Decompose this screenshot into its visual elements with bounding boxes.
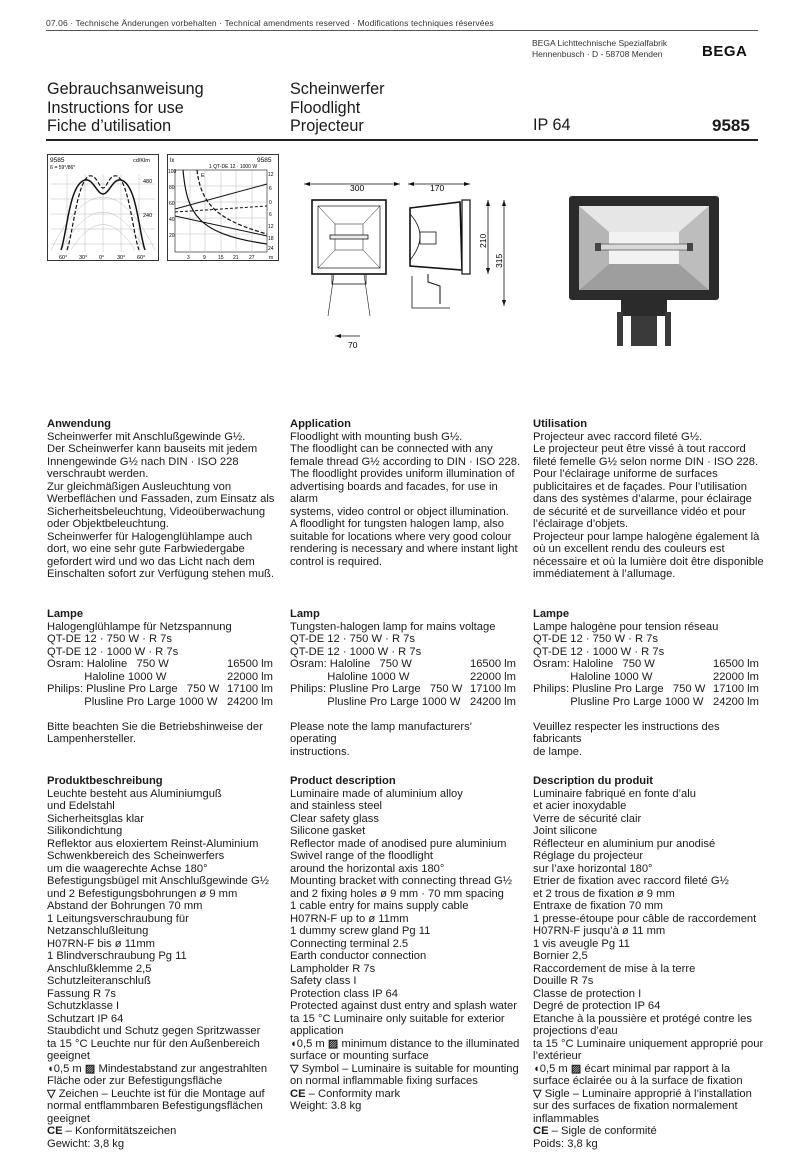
weight-de: Gewicht: 3,8 kg xyxy=(47,1137,125,1150)
polar-tick-240: 240 xyxy=(143,213,153,219)
ce-text-de: – Konformitätszeichen xyxy=(65,1125,177,1137)
lamp-lumen: 17100 lm xyxy=(226,683,273,695)
isolux-r-6b: 6 xyxy=(269,212,272,218)
lamp-row xyxy=(47,683,273,696)
isolux-r-12b: 12 xyxy=(268,224,274,230)
lamp-en xyxy=(290,608,516,758)
polar-tick-480: 480 xyxy=(143,179,153,185)
doc-title xyxy=(47,80,204,136)
distance-icon: ◖ xyxy=(533,1062,540,1075)
lamp-row xyxy=(290,683,516,696)
product-fr: Projecteur xyxy=(290,117,364,135)
symbol-text-en: Symbol – Luminaire is suitable for mounting on normal inflammable fixing surfaces xyxy=(290,1062,519,1087)
isolux-r-24: 24 xyxy=(268,246,274,252)
lamp-lumen: 17100 lm xyxy=(712,683,759,695)
lamp-name: Haloline 1000 W xyxy=(290,670,410,683)
lamp-lumen: 17100 lm xyxy=(469,683,516,695)
distance-icon: ◖ xyxy=(47,1062,54,1075)
isolux-r-0: 0 xyxy=(269,200,272,206)
isolux-diagram xyxy=(167,154,279,261)
ce-mark-icon: CE xyxy=(533,1125,549,1137)
lamp-row xyxy=(47,696,273,709)
isolux-y-40: 40 xyxy=(169,217,175,223)
company-address xyxy=(532,38,667,60)
polar-angle-r30: 30° xyxy=(117,255,126,261)
dim-300: 300 xyxy=(350,183,365,193)
application-text-fr: Projecteur avec raccord fileté G½. Le projecteur peut être vissé à tout raccord fileté femelle G½ selon norme DIN · ISO 228. Pour l’éclairage uniforme de surfaces publicitaires et de façades. Pour l’utilisation dans des systèmes d’alarme, pour éclairage de sécurité et de surveillance vidéo et pour l’éclairage d’objets. Projecteur pour lampe halogène également là où un excellent rendu des couleurs est nécessaire et où la lumière doit être disponible immédiatement à l’allumage. xyxy=(533,430,764,580)
lamp-lumen: 16500 lm xyxy=(469,658,516,670)
lamp-row xyxy=(533,683,759,696)
lamp-lumen: 22000 lm xyxy=(469,670,516,683)
title-de: Gebrauchsanweisung xyxy=(47,80,204,98)
symbol-text-fr: Sigle – Luminaire approprié à l’installation sur des surfaces de fixation normalement inflammables xyxy=(533,1087,752,1125)
isolux-e: E xyxy=(201,173,205,179)
article-number: 9585 xyxy=(712,116,750,135)
isolux-x-21: 21 xyxy=(233,255,239,261)
lamp-note-en: Please note the lamp manufacturers' operating instructions. xyxy=(290,720,472,758)
weight-en: Weight: 3.8 kg xyxy=(290,1100,362,1112)
polar-diagram xyxy=(47,154,159,261)
bega-logo: BEGA xyxy=(702,43,748,60)
hatch-icon: ▨ xyxy=(327,1037,339,1050)
f-symbol-icon: ▽ xyxy=(47,1087,56,1100)
lamp-row xyxy=(533,671,759,684)
lamp-name: Plusline Pro Large 1000 W xyxy=(290,695,461,708)
application-text-de: Scheinwerfer mit Anschlußgewinde G½. Der Scheinwerfer kann bauseits mit jedem Innengewinde G½ nach DIN · ISO 228 verschraubt werden. Zur gleichmäßigen Ausleuchtung von Werbeflächen und Fassaden, zum Einsatz als Sicherheitsbeleuchtung, Videoüberwachung oder Objektbeleuchtung. Scheinwerfer für Halogenglühlampe auch dort, wo eine sehr gute Farbwiedergabe gefordert wird und wo das Licht nach dem Einschalten sofort zur Verfügung stehen muß. xyxy=(47,430,275,580)
isolux-y-60: 60 xyxy=(169,201,175,207)
lamp-name: Philips: Plusline Pro Large 750 W xyxy=(533,683,706,695)
dimension-drawing xyxy=(290,176,512,356)
product-en xyxy=(290,775,522,1113)
polar-angle-r60: 60° xyxy=(137,255,146,261)
lamp-row xyxy=(47,658,273,671)
f-symbol-icon: ▽ xyxy=(290,1062,299,1075)
lamp-lumen: 24200 lm xyxy=(226,695,273,708)
distance-text-de: Mindestabstand zur angestrahlten Fläche oder zur Befestigungsfläche xyxy=(47,1062,268,1087)
distance-value-de: 0,5 m xyxy=(53,1062,82,1075)
lamp-intro-en: Tungsten-halogen lamp for mains voltage QT-DE 12 · 750 W · R 7s QT-DE 12 · 1000 W · R 7s xyxy=(290,620,496,658)
product-text-en: Luminaire made of aluminium alloy and stainless steel Clear safety glass Silicone gasket Reflector made of anodised pure aluminium Swivel range of the floodlight around the horizontal axis 180° Mounting bracket with connecting thread G½ and 2 fixing holes ø 9 mm · 70 mm spacing 1 cable entry for mains supply cable H07RN-F up to ø 11mm 1 dummy screw gland Pg 11 Connecting terminal 2.5 Earth conductor connection Lampholder R 7s Safety class I Protection class IP 64 Protected against dust entry and splash water ta 15 °C Luminaire only suitable for exterior application xyxy=(290,787,517,1037)
product-fr xyxy=(533,775,765,1150)
lamp-lumen: 16500 lm xyxy=(712,658,759,670)
lamp-row xyxy=(533,696,759,709)
isolux-lx: lx xyxy=(170,158,175,164)
lamp-lumen: 22000 lm xyxy=(712,670,759,683)
isolux-x-3: 3 xyxy=(187,255,190,261)
isolux-y-80: 80 xyxy=(169,185,175,191)
distance-value-en: 0,5 m xyxy=(296,1037,325,1050)
product-name xyxy=(290,80,384,136)
isolux-y-20: 20 xyxy=(169,233,175,239)
product-heading-de: Produktbeschreibung xyxy=(47,775,163,787)
lamp-lumen: 24200 lm xyxy=(469,695,516,708)
company-name: BEGA Lichttechnische Spezialfabrik xyxy=(532,38,668,48)
application-heading-en: Application xyxy=(290,418,351,430)
dim-170: 170 xyxy=(430,183,445,193)
ce-mark-icon: CE xyxy=(290,1087,306,1100)
polar-id: 9585 xyxy=(50,157,65,164)
polar-angle-l30: 30° xyxy=(79,255,88,261)
product-de xyxy=(47,775,279,1150)
isolux-x-27: 27 xyxy=(249,255,255,261)
lamp-row xyxy=(290,696,516,709)
amendment-note: 07.06 · Technische Änderungen vorbehalten · Technical amendments reserved · Modifications techniques réservées xyxy=(46,18,494,28)
polar-angle-0: 0° xyxy=(99,255,105,261)
distance-icon: ◖ xyxy=(290,1037,297,1050)
lamp-name: Plusline Pro Large 1000 W xyxy=(533,695,704,708)
lamp-note-fr: Veuillez respecter les instructions des fabricants de lampe. xyxy=(533,720,720,758)
dim-210: 210 xyxy=(478,233,488,248)
isolux-r-6a: 6 xyxy=(269,186,272,192)
lamp-name: Philips: Plusline Pro Large 750 W xyxy=(290,683,463,695)
isolux-y-100: 100 xyxy=(168,169,177,175)
f-symbol-icon: ▽ xyxy=(533,1087,542,1100)
lamp-heading-en: Lamp xyxy=(290,608,320,620)
ce-text-fr: – Sigle de conformité xyxy=(551,1125,657,1137)
isolux-x-unit: m xyxy=(269,255,274,261)
polar-angle-l60: 60° xyxy=(59,255,68,261)
product-en: Floodlight xyxy=(290,98,361,117)
isolux-r-12a: 12 xyxy=(268,172,274,178)
product-heading-en: Product description xyxy=(290,775,396,787)
lamp-heading-fr: Lampe xyxy=(533,608,570,620)
lamp-name: Philips: Plusline Pro Large 750 W xyxy=(47,683,220,695)
lamp-note-de: Bitte beachten Sie die Betriebshinweise der Lampenhersteller. xyxy=(47,720,263,745)
title-en: Instructions for use xyxy=(47,98,184,117)
product-heading-fr: Description du produit xyxy=(533,775,653,787)
ip-rating: IP 64 xyxy=(533,116,571,134)
lamp-lumen: 24200 lm xyxy=(712,695,759,708)
company-city: Hennenbusch · D - 58708 Menden xyxy=(532,49,663,59)
application-de xyxy=(47,418,279,581)
title-fr: Fiche d’utilisation xyxy=(47,117,172,135)
application-en xyxy=(290,418,522,568)
hatch-icon: ▨ xyxy=(84,1062,96,1075)
lamp-de xyxy=(47,608,273,746)
lamp-row xyxy=(290,671,516,684)
isolux-id: 9585 xyxy=(257,157,272,164)
isolux-lamp: 1 QT-DE 12 · 1000 W xyxy=(209,164,258,170)
distance-text-en: minimum distance to the illuminated surface or mounting surface xyxy=(290,1037,520,1062)
lamp-row xyxy=(290,658,516,671)
lamp-row xyxy=(533,658,759,671)
distance-text-fr: écart minimal par rapport à la surface éclairée ou à la surface de fixation xyxy=(533,1062,743,1087)
polar-unit: cd/Klm xyxy=(133,158,150,164)
application-heading-de: Anwendung xyxy=(47,418,112,430)
lamp-heading-de: Lampe xyxy=(47,608,84,620)
lamp-fr xyxy=(533,608,759,758)
weight-fr: Poids: 3,8 kg xyxy=(533,1137,598,1150)
application-heading-fr: Utilisation xyxy=(533,418,588,430)
lamp-name: Osram: Haloline 750 W xyxy=(290,658,412,670)
polar-beam: ß = 59°/86° xyxy=(50,165,76,171)
lamp-intro-fr: Lampe halogène pour tension réseau QT-DE 12 · 750 W · R 7s QT-DE 12 · 1000 W · R 7s xyxy=(533,620,719,658)
lamp-name: Osram: Haloline 750 W xyxy=(533,658,655,670)
symbol-text-de: Zeichen – Leuchte ist für die Montage auf normal entflammbaren Befestigungsflächen geeignet xyxy=(47,1087,265,1125)
lamp-lumen: 22000 lm xyxy=(226,670,273,683)
top-rule xyxy=(46,30,758,31)
header-rule xyxy=(46,139,758,141)
ce-mark-icon: CE xyxy=(47,1125,63,1137)
lamp-name: Haloline 1000 W xyxy=(47,670,167,683)
distance-value-fr: 0,5 m xyxy=(539,1062,568,1075)
lamp-intro-de: Halogenglühlampe für Netzspannung QT-DE 12 · 750 W · R 7s QT-DE 12 · 1000 W · R 7s xyxy=(47,620,232,658)
application-fr xyxy=(533,418,765,581)
lamp-name: Haloline 1000 W xyxy=(533,670,653,683)
product-de: Scheinwerfer xyxy=(290,80,385,98)
product-text-fr: Luminaire fabriqué en fonte d’alu et acier inoxydable Verre de sécurité clair Joint silicone Réflecteur en aluminium pur anodisé Réglage du projecteur sur l’axe horizontal 180° Etrier de fixation avec raccord fileté G½ et 2 trous de fixation ø 9 mm Entraxe de fixation 70 mm 1 presse-étoupe pour câble de raccordement H07RN-F jusqu’à ø 11 mm 1 vis aveugle Pg 11 Bornier 2,5 Raccordement de mise à la terre Douille R 7s Classe de protection I Degré de protection IP 64 Etanche à la poussière et protégé contre les projections d’eau ta 15 °C Luminaire uniquement approprié pour l’extérieur xyxy=(533,787,764,1062)
lamp-row xyxy=(47,671,273,684)
lamp-name: Osram: Haloline 750 W xyxy=(47,658,169,670)
hatch-icon: ▨ xyxy=(570,1062,582,1075)
dim-315: 315 xyxy=(494,253,504,268)
isolux-x-15: 15 xyxy=(218,255,224,261)
product-text-de: Leuchte besteht aus Aluminiumguß und Edelstahl Sicherheitsglas klar Silikondichtung Reflektor aus eloxiertem Reinst-Aluminium Schwenkbereich des Scheinwerfers um die waagerechte Achse 180° Befestigungsbügel mit Anschlußgewinde G½ und 2 Befestigungsbohrungen ø 9 mm Abstand der Bohrungen 70 mm 1 Leitungsverschraubung für Netzanschlußleitung H07RN-F bis ø 11mm 1 Blindverschraubung Pg 11 Anschlußklemme 2,5 Schutzleiteranschluß Fassung R 7s Schutzklasse I Schutzart IP 64 Staubdicht und Schutz gegen Spritzwasser ta 15 °C Leuchte nur für den Außenbereich geeignet xyxy=(47,787,270,1062)
isolux-r-18: 18 xyxy=(268,236,274,242)
lamp-name: Plusline Pro Large 1000 W xyxy=(47,695,218,708)
floodlight-image xyxy=(569,194,719,354)
application-text-en: Floodlight with mounting bush G½. The floodlight can be connected with any female thread G½ according to DIN · ISO 228. The floodlight provides uniform illumination of advertising boards and facades, for use in alarm systems, video control or object illumination. A floodlight for tungsten halogen lamp, also suitable for locations where very good colour rendering is necessary and where instant light control is required. xyxy=(290,430,521,568)
ce-text-en: – Conformity mark xyxy=(308,1087,401,1100)
lamp-lumen: 16500 lm xyxy=(226,658,273,670)
dim-70: 70 xyxy=(348,340,358,350)
isolux-x-9: 9 xyxy=(203,255,206,261)
